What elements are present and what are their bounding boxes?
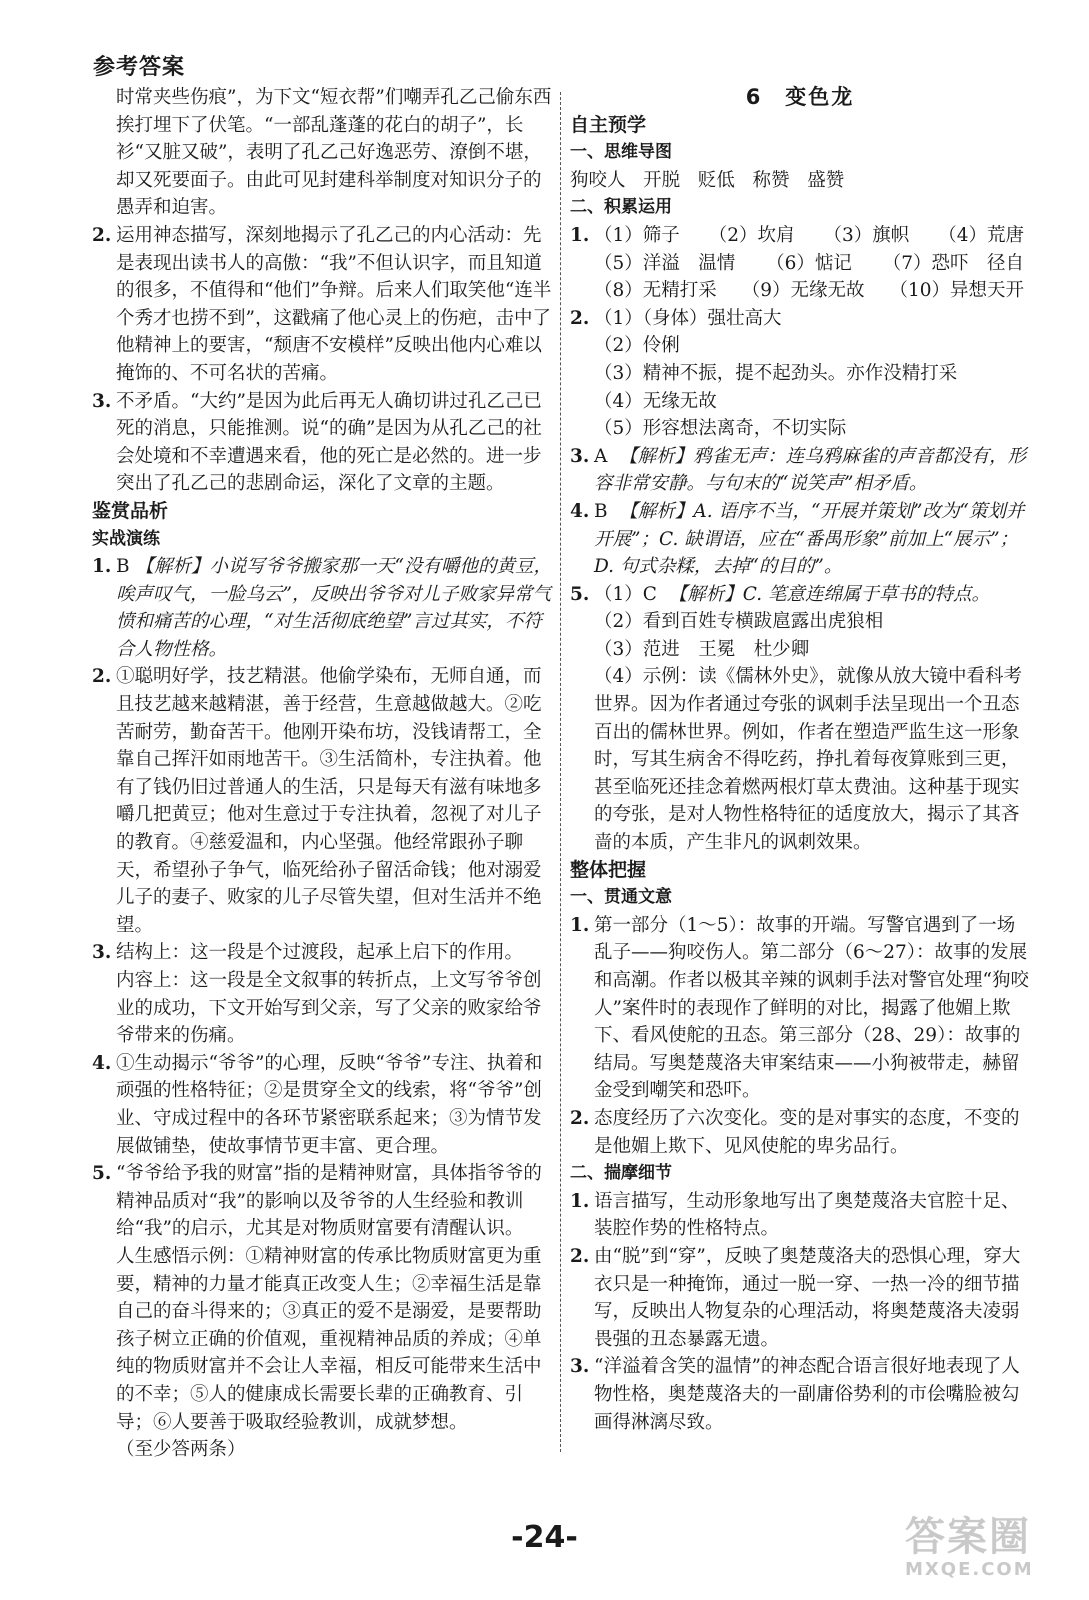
item-number: 2.: [570, 307, 590, 329]
sub-answer: （4）示例：读《儒林外史》，就像从放大镜中看科考世界。因为作者通过夸张的讽刺手法呈现出一个丑态百出的儒林世界。例如，作者在塑造严监生这一形象时，写其生病舍不得吃药，挣扎着每夜算账到三更，甚至临死还挂念着燃两根灯草太费油。这种基于现实的夸张，是对人物性格特征的适度放大，揭示了其吝啬的本质，产生非凡的讽刺效果。: [594, 666, 1023, 854]
word-answer: （4）荒唐: [938, 224, 1024, 246]
answer-text: 不矛盾。“大约”是因为此后再无人确切讲过孔乙己已死的消息，只能推测。说“的确”是因为从孔乙己的社会处境和不幸遭遇来看，他的死亡是必然的。进一步突出了孔乙己的悲剧命运，深化了文章的主题。: [116, 390, 542, 495]
answer-text: 由“脱”到“穿”，反映了奥楚蔑洛夫的恐惧心理，穿大衣只是一种掩饰，通过一脱一穿、一热一冷的细节描写，反映出人物复杂的心理活动，将奥楚蔑洛夫凌弱畏强的丑态暴露无遗。: [594, 1245, 1021, 1350]
item-number: 5.: [92, 1163, 112, 1185]
mindmap-item: 盛赞: [807, 169, 845, 191]
item-number: 3.: [570, 445, 590, 467]
word-answer: （3）旗帜: [823, 224, 910, 246]
sub-answer: （2）看到百姓专横跋扈露出虎狼相: [594, 611, 884, 633]
subsection-heading-practice: 实战演练: [92, 528, 160, 549]
details-item-2: [570, 1243, 1030, 1353]
item-number: 2.: [570, 1107, 590, 1129]
choice-answer: A: [594, 445, 608, 467]
overall-item-1: [570, 912, 1030, 1105]
column-divider: [560, 92, 561, 1452]
item-number: 5.: [570, 583, 590, 605]
watermark-logo: [905, 1515, 1065, 1587]
mindmap-item: 称赞: [752, 169, 790, 191]
left-column: [92, 84, 552, 1464]
item-number: 4.: [92, 1052, 112, 1074]
analysis-text: 【解析】C. 笔意连绵属于草书的特点。: [668, 583, 990, 605]
word-row: [570, 222, 1030, 250]
mindmap-items: [570, 167, 1030, 195]
practice-item-3-content: 内容上：这一段是全文叙事的转折点，上文写爷爷创业的成功，下文开始写到父亲，写了父亲的败家给爷爷带来的伤痛。: [116, 970, 542, 1047]
section-heading-preview: 自主预学: [570, 113, 647, 136]
accumulate-item-3: [570, 443, 1030, 498]
subsection-heading-details: 二、揣摩细节: [570, 1163, 672, 1184]
answer-item-2: [92, 222, 552, 388]
page-number: -24-: [511, 1520, 578, 1555]
item-number: 1.: [570, 224, 590, 246]
item-number: 3.: [92, 390, 112, 412]
word-answer: （6）惦记: [766, 252, 852, 274]
answer-text: ①聪明好学，技艺精湛。他偷学染布，无师自通，而且技艺越来越精湛，善于经营，生意越做越大。②吃苦耐劳，勤奋苦干。他刚开染布坊，没钱请帮工，全靠自己挥汗如雨地苦干。③生活简朴，专注执着。他有了钱仍旧过普通人的生活，只是每天有滋有味地多嚼几把黄豆；他对生意过于专注执着，忽视了对儿子的教育。④慈爱温和，内心坚强。他经常跟孙子聊天，希望孙子争气，临死给孙子留活命钱；他对溺爱儿子的妻子、败家的儿子尽管失望，但对生活并不绝望。: [116, 666, 542, 936]
item-number: 2.: [92, 666, 112, 688]
practice-item-5-examples: 人生感悟示例：①精神财富的传承比物质财富更为重要，精神的力量才能真正改变人生；②幸福生活是靠自己的奋斗得来的；③真正的爱不是溺爱，是要帮助孩子树立正确的价值观，重视精神品质的养成；④单纯的物质财富并不会让人幸福，相反可能带来生活中的不幸；⑤人的健康成长需要长辈的正确教育、引导；⑥人要善于吸取经验教训，成就梦想。: [116, 1245, 542, 1433]
details-item-1: [570, 1188, 1030, 1243]
continuation-text: 时常夹些伤痕”，为下文“短衣帮”们嘲弄孔乙己偷东西挨打埋下了伏笔。“一部乱蓬蓬的花白的胡子”，长衫“又脏又破”，表明了孔乙己好逸恶劳、潦倒不堪，却又死要面子。由此可见封建科举制度对知识分子的愚弄和迫害。: [116, 87, 552, 219]
section-heading-appreciate: 鉴赏品析: [92, 499, 169, 522]
sub-answer: （1）C: [594, 583, 657, 605]
watermark-logo-text: 答案圈: [905, 1514, 1031, 1560]
choice-answer: B: [116, 556, 130, 578]
sub-answer: （4）无缘无故: [594, 390, 717, 412]
word-answer: （10）异想天开: [889, 280, 1024, 302]
word-answer: （9）无缘无故: [741, 280, 865, 302]
accumulate-item-4: [570, 498, 1030, 581]
lesson-title: 6 变色龙: [745, 85, 855, 109]
practice-item-5-note: （至少答两条）: [116, 1439, 246, 1461]
answer-text: 运用神态描写，深刻地揭示了孔乙己的内心活动：先是表现出读书人的高傲：“我”不但认识字，而且知道的很多，不值得和“他们”争辩。后来人们取笑他“连半个秀才也捞不到”，这戳痛了他心灵上的伤疤，击中了他精神上的要害，“颓唐不安模样”反映出他内心难以掩饰的、不可名状的苦痛。: [116, 224, 552, 384]
choice-answer: B: [594, 500, 608, 522]
sub-answer: （2）伶俐: [594, 335, 680, 357]
word-row: [594, 277, 1030, 305]
answer-item-3: [92, 388, 552, 498]
practice-item-3: [92, 939, 552, 967]
watermark-site: MXQE.COM: [905, 1559, 1034, 1580]
mindmap-item: 开脱: [643, 169, 681, 191]
accumulate-item-1: [570, 222, 1030, 305]
analysis-text: 【解析】小说写爷爷搬家那一天“没有嚼他的黄豆，唉声叹气，一脸乌云”，反映出爷爷对儿子败家异常气愤和痛苦的心理，“对生活彻底绝望”言过其实，不符合人物性格。: [116, 556, 552, 660]
answer-text: “爷爷给予我的财富”指的是精神财富，具体指爷爷的精神品质对“我”的影响以及爷爷的人生经验和教训给“我”的启示，尤其是对物质财富要有清醒认识。: [116, 1163, 542, 1240]
sub-answer: （3）范进 王冕 杜少卿: [594, 638, 810, 660]
right-column: [570, 84, 1030, 1436]
word-answer: （5）洋溢 温情: [594, 252, 736, 274]
practice-item-2: [92, 663, 552, 939]
accumulate-item-2: [570, 305, 1030, 443]
answer-text: 态度经历了六次变化。变的是对事实的态度，不变的是他媚上欺下、见风使舵的卑劣品行。: [594, 1107, 1020, 1157]
practice-item-4: [92, 1050, 552, 1160]
item-number: 3.: [92, 942, 112, 964]
word-answer: （1）筛子: [594, 224, 680, 246]
analysis-text: 【解析】A. 语序不当，“开展并策划”改为“策划并开展”；C. 缺谓语，应在“番禺形象”前加上“展示”；D. 句式杂糅，去掉“的目的”。: [594, 500, 1025, 578]
answer-text: 第一部分（1～5）：故事的开端。写警官遇到了一场乱子——狗咬伤人。第二部分（6～27）：故事的发展和高潮。作者以极其辛辣的讽刺手法对警官处理“狗咬人”案件时的表现作了鲜明的对比，揭露了他媚上欺下、看风使舵的丑态。第三部分（28、29）：故事的结局。写奥楚蔑洛夫审案结束——小狗被带走，赫留金受到嘲笑和恐吓。: [594, 914, 1029, 1102]
answer-text: 结构上：这一段是个过渡段，起承上启下的作用。: [116, 942, 524, 964]
word-row: [594, 250, 1030, 278]
overall-item-2: [570, 1105, 1030, 1160]
item-number: 3.: [570, 1356, 590, 1378]
subsection-heading-accumulate: 二、积累运用: [570, 197, 672, 218]
practice-item-1: [92, 553, 552, 663]
section-heading-overall: 整体把握: [570, 858, 647, 881]
analysis-text: 【解析】鸦雀无声：连乌鸦麻雀的声音都没有，形容非常安静。与句末的“说笑声”相矛盾。: [594, 445, 1027, 495]
sub-answer: （1）（身体）强壮高大: [594, 307, 782, 329]
page-header-title: 参考答案: [93, 55, 186, 80]
word-answer: （7）恐吓 径自: [882, 252, 1024, 274]
mindmap-item: 贬低: [697, 169, 735, 191]
item-number: 1.: [570, 1190, 590, 1212]
answer-text: 语言描写，生动形象地写出了奥楚蔑洛夫官腔十足、装腔作势的性格特点。: [594, 1190, 1020, 1240]
word-answer: （8）无精打采: [594, 280, 717, 302]
item-number: 4.: [570, 500, 590, 522]
subsection-heading-mindmap: 一、思维导图: [570, 142, 672, 163]
item-number: 2.: [570, 1245, 590, 1267]
subsection-heading-through: 一、贯通文意: [570, 887, 672, 908]
item-number: 2.: [92, 224, 112, 246]
word-answer: （2）坎肩: [708, 224, 795, 246]
answer-text: ①生动揭示“爷爷”的心理，反映“爷爷”专注、执着和顽强的性格特征；②是贯穿全文的线索，将“爷爷”创业、守成过程中的各环节紧密联系起来；③为情节发展做铺垫，使故事情节更丰富、更合理。: [116, 1052, 543, 1157]
details-item-3: [570, 1353, 1030, 1436]
answer-text: “洋溢着含笑的温情”的神态配合语言很好地表现了人物性格，奥楚蔑洛夫的一副庸俗势利的市侩嘴脸被勾画得淋漓尽致。: [594, 1356, 1020, 1433]
sub-answer: （3）精神不振，提不起劲头。亦作没精打采: [594, 362, 958, 384]
accumulate-item-5: [570, 581, 1030, 857]
item-number: 1.: [570, 914, 590, 936]
sub-answer: （5）形容想法离奇，不切实际: [594, 418, 847, 440]
mindmap-item: 狗咬人: [570, 169, 626, 191]
practice-item-5: [92, 1160, 552, 1243]
item-number: 1.: [92, 556, 112, 578]
